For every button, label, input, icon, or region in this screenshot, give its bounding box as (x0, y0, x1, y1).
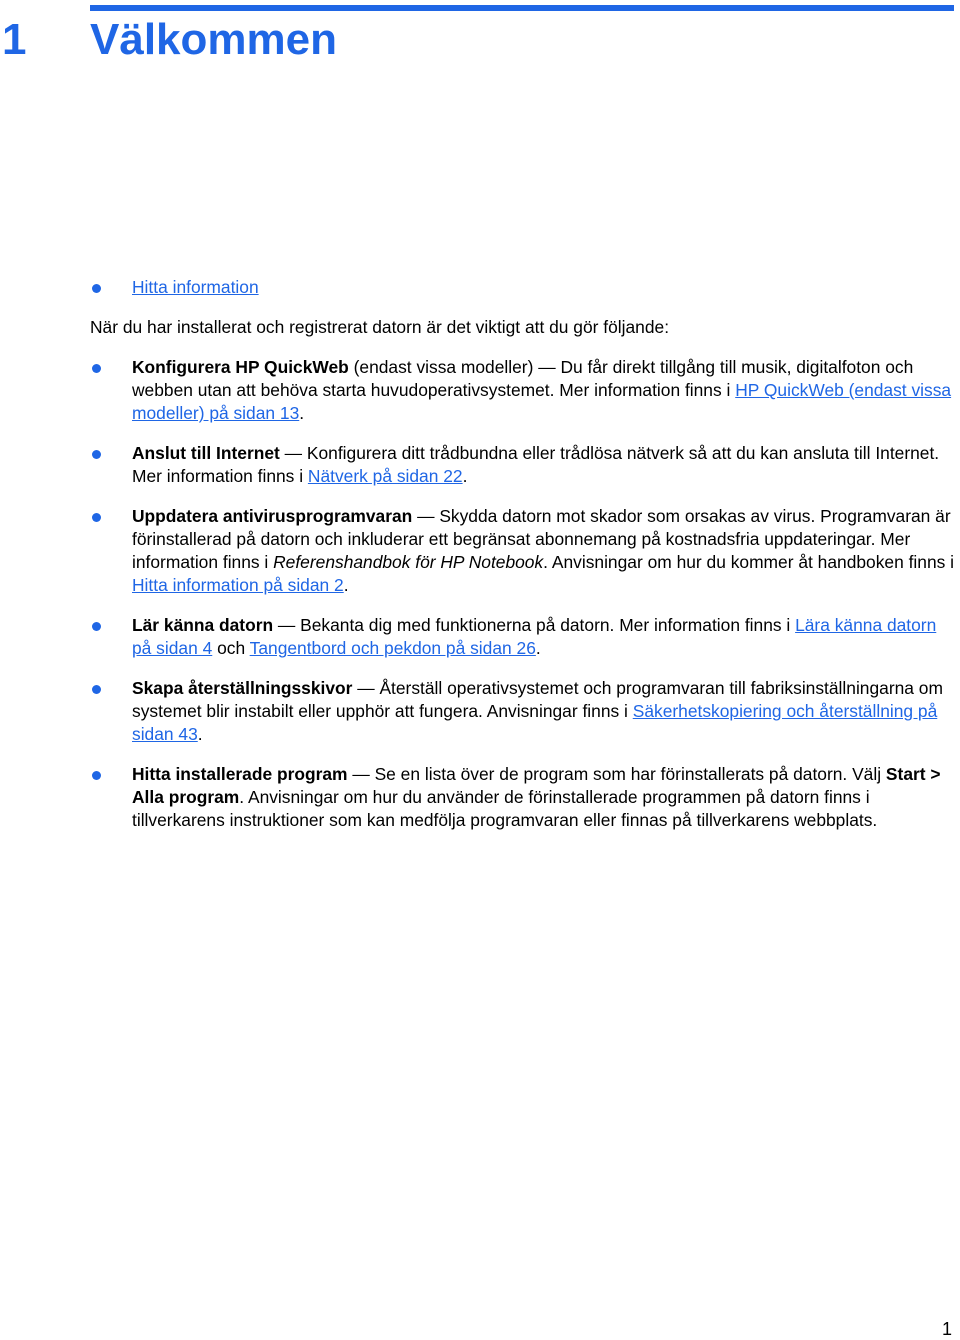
list-item-installerade-program (0, 763, 960, 832)
chapter-title (2, 12, 337, 68)
link-hp-quickweb[interactable]: HP QuickWeb (endast vissa modeller) på sidan 13 (132, 380, 952, 423)
item-end: . (197, 724, 203, 744)
bullet-dot-icon (92, 513, 101, 522)
bullet-dot-icon (92, 771, 101, 780)
bullet-dot-icon (92, 685, 101, 694)
chapter-top-rule (90, 5, 954, 11)
item-end: . Anvisningar om hur du använder de förinstallerade programmen på datorn finns i tillverkarens instruktioner som kan medfölja programvaran eller finnas på tillverkarens webbplats. (132, 787, 878, 830)
item-term: Skapa återställningsskivor (132, 678, 353, 698)
item-end: . (343, 575, 349, 595)
item-term: Anslut till Internet (132, 443, 280, 463)
list-item-quickweb (0, 356, 960, 425)
link-lara-kanna-datorn[interactable]: Lära känna datorn på sidan 4 (132, 615, 937, 658)
chapter-title-text: Välkommen (90, 15, 337, 64)
menu-path: Start > Alla program (132, 764, 941, 807)
item-end: . (299, 403, 305, 423)
intro-paragraph: När du har installerat och registrerat datorn är det viktigt att du gör följande: (90, 317, 670, 337)
page-number: 1 (941, 1319, 952, 1339)
reference-guide-title: Referenshandbok för HP Notebook (273, 552, 544, 572)
toc-link-hitta-information[interactable]: Hitta information (132, 277, 259, 297)
list-item-aterstallningsskivor (0, 677, 960, 746)
item-text: (endast vissa modeller) — Du får direkt tillgång till musik, digitalfoton och webben utan att behöva starta huvudoperativsystemet. Mer information finns i (132, 357, 914, 400)
list-item-lar-kanna-datorn (0, 614, 960, 660)
item-text: — Skydda datorn mot skador som orsakas av virus. Programvaran är förinstallerad på datorn och inkluderar ett begränsat abonnemang på kostnadsfria uppdateringar. Mer information finns i (132, 506, 951, 572)
link-natverk[interactable]: Nätverk på sidan 22 (307, 466, 463, 486)
link-sakerhetskopiering[interactable]: Säkerhetskopiering och återställning på sidan 43 (132, 701, 938, 744)
bullet-dot-icon (92, 284, 101, 293)
link-tangentbord-och-pekdon[interactable]: Tangentbord och pekdon på sidan 26 (249, 638, 536, 658)
item-text: — Se en lista över de program som har förinstallerats på datorn. Välj (347, 764, 886, 784)
item-text-2: och (212, 638, 250, 658)
page-body (0, 276, 960, 849)
item-text: — Bekanta dig med funktionerna på datorn. Mer information finns i (273, 615, 796, 635)
chapter-number: 1 (2, 15, 27, 64)
item-term: Hitta installerade program (132, 764, 348, 784)
item-text: — Återställ operativsystemet och programvaran till fabriksinställningarna om systemet blir instabilt eller upphör att fungera. Anvisningar finns i (132, 678, 943, 721)
bullet-dot-icon (92, 622, 101, 631)
link-hitta-information-sidan-2[interactable]: Hitta information på sidan 2 (132, 575, 344, 595)
list-item-internet (0, 442, 960, 488)
item-term: Konfigurera HP QuickWeb (132, 357, 349, 377)
item-term: Uppdatera antivirusprogramvaran (132, 506, 413, 526)
item-text: — Konfigurera ditt trådbundna eller trådlösa nätverk så att du kan ansluta till Internet. Mer information finns i (132, 443, 940, 486)
item-end: . (535, 638, 541, 658)
item-term: Lär känna datorn (132, 615, 274, 635)
chapter-toc-item (0, 276, 960, 299)
bullet-dot-icon (92, 450, 101, 459)
bullet-dot-icon (92, 364, 101, 373)
item-end: . (462, 466, 468, 486)
list-item-antivirus (0, 505, 960, 597)
item-text-2: . Anvisningar om hur du kommer åt handboken finns i (543, 552, 955, 572)
